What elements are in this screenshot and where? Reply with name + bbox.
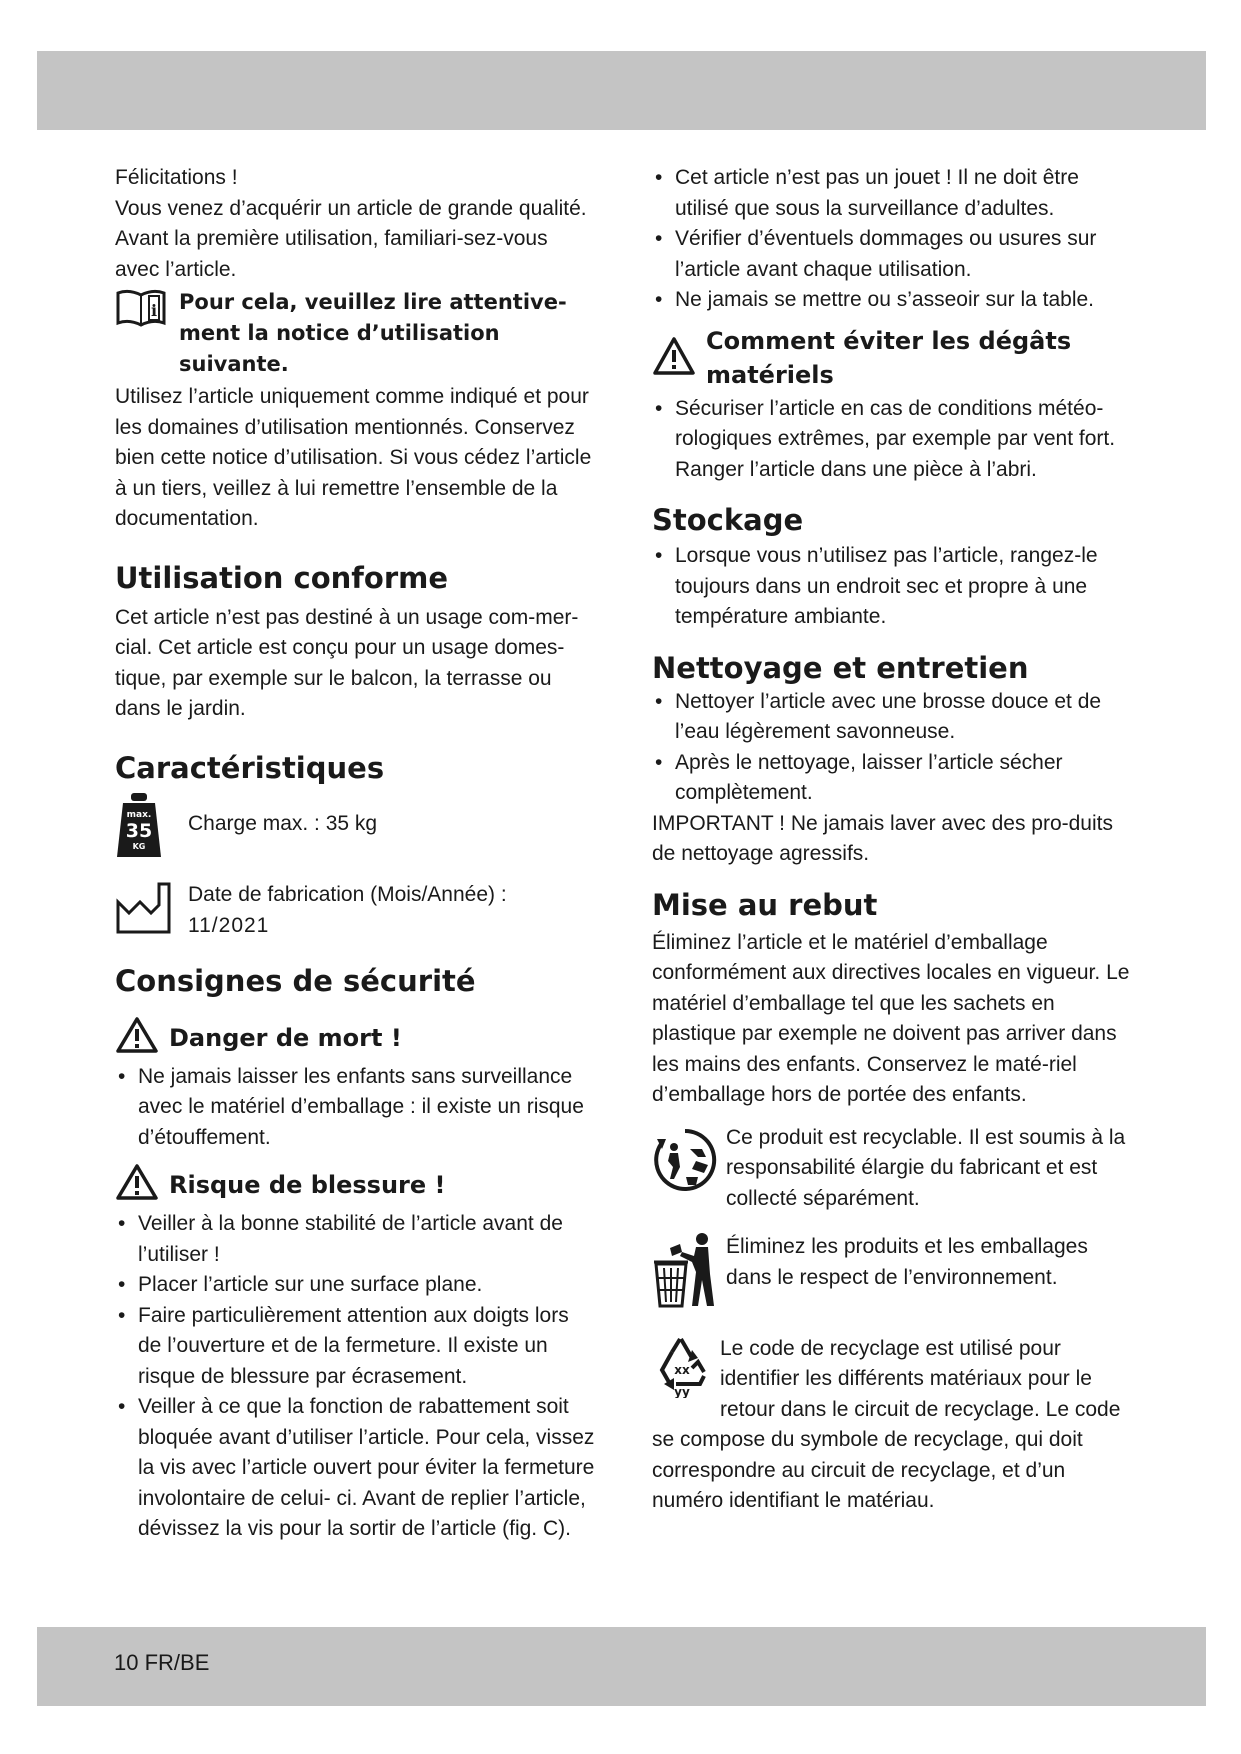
- list-item: • Ne jamais se mettre ou s’asseoir sur la table.: [652, 285, 1130, 316]
- list-item: • Vérifier d’éventuels dommages ou usures sur l’article avant chaque utilisation.: [652, 224, 1130, 285]
- danger-title: Danger de mort !: [169, 1023, 402, 1052]
- page-number: 10 FR/BE: [114, 1650, 210, 1675]
- danger-heading: [115, 1016, 595, 1062]
- cleaning-title: Nettoyage et entretien: [652, 650, 1029, 685]
- triman-recycle-icon: [652, 1127, 718, 1203]
- injury-heading: [115, 1163, 595, 1209]
- mfg-date-row: [115, 880, 595, 946]
- danger-list: [115, 1062, 595, 1154]
- damage-title: Comment éviter les dégâts matériels: [706, 326, 1072, 389]
- footer-band: [37, 1627, 1206, 1706]
- conform-text: Cet article n’est pas destiné à un usage com-mer-cial. Cet article est conçu pour un usage domes-tique, par exemple sur le balcon, la terrasse ou dans le jardin.: [115, 605, 579, 720]
- warning-triangle-icon: [115, 1016, 159, 1062]
- list-item: • Faire particulièrement attention aux doigts lors de l’ouverture et de la fermeture. Il existe un risque de blessure par écrasement.: [115, 1301, 595, 1393]
- weight-icon-unit-text: KG: [132, 841, 146, 851]
- list-item: • Nettoyer l’article avec une brosse douce et de l’eau légèrement savonneuse.: [652, 687, 1130, 748]
- intro-greeting: Félicitations !: [115, 166, 238, 189]
- warning-triangle-icon: [652, 336, 696, 384]
- read-instructions-note: [115, 287, 595, 380]
- mfg-date-value: 11/2021: [188, 913, 270, 937]
- weight-icon-max-text: max.: [126, 809, 152, 820]
- book-info-icon: [115, 287, 167, 338]
- disposal-text: Éliminez l’article et le matériel d’emballage conformément aux directives locales en vigueur. Le matériel d’emballage tel que les sachets en plastique par exemple ne doivent pas arriver dans les mains des enfants. Conservez le maté-riel d’emballage hors de portée des enfants.: [652, 930, 1130, 1106]
- max-load-text: Charge max. : 35 kg: [188, 811, 378, 835]
- recycle-code-text: Le code de recyclage est utilisé pour identifier les différents matériaux pour le retour dans le circuit de recyclage. Le code se compose du symbole de recyclage, qui doit correspondre au circuit de recyclage, et d’un numéro identifiant le matériau.: [652, 1336, 1121, 1512]
- safety-title: Consignes de sécurité: [115, 963, 476, 998]
- cleaning-important-note: IMPORTANT ! Ne jamais laver avec des pro-duits de nettoyage agressifs.: [652, 811, 1113, 865]
- list-item: • Ne jamais laisser les enfants sans surveillance avec le matériel d’emballage : il existe un risque d’étouffement.: [115, 1062, 595, 1154]
- list-item: • Veiller à ce que la fonction de rabattement soit bloquée avant d’utiliser l’article. Pour cela, vissez la vis avec l’article ouvert pour éviter la fermeture involontaire de celui- ci. Avant de replier l’article, dévissez la vis pour la sortir de l’article (fig. C).: [115, 1392, 595, 1545]
- list-item: • Après le nettoyage, laisser l’article sécher complètement.: [652, 748, 1130, 809]
- features-title: Caractéristiques: [115, 750, 385, 785]
- eco-disposal-text: Éliminez les produits et les emballages dans le respect de l’environnement.: [726, 1235, 1088, 1289]
- injury-title: Risque de blessure !: [169, 1171, 446, 1199]
- disposal-title: Mise au rebut: [652, 887, 878, 922]
- list-item: • Veiller à la bonne stabilité de l’article avant de l’utiliser !: [115, 1209, 595, 1270]
- weight-icon-value-text: 35: [125, 819, 153, 842]
- recycle-code-icon: [652, 1336, 710, 1408]
- mfg-date-label: Date de fabrication (Mois/Année) :: [188, 883, 507, 906]
- max-load-row: [115, 791, 595, 869]
- recycle-code-icon-top-text: xx: [674, 1362, 690, 1377]
- mfg-date-text: [188, 880, 507, 941]
- header-band: [37, 51, 1206, 130]
- damage-list: [652, 394, 1130, 486]
- recyclable-text: Ce produit est recyclable. Il est soumis à la responsabilité élargie du fabricant et est collecté séparément.: [726, 1125, 1126, 1210]
- right-column: [652, 163, 1130, 1517]
- eco-disposal-row: [652, 1232, 1130, 1318]
- damage-heading: [652, 324, 1130, 392]
- recycle-code-icon-bottom-text: yy: [674, 1384, 690, 1398]
- list-item: • Sécuriser l’article en cas de conditions météo-rologiques extrêmes, par exemple par vent fort. Ranger l’article dans une pièce à l’abri.: [652, 394, 1130, 486]
- injury-list: [115, 1209, 595, 1545]
- warning-triangle-icon: [115, 1163, 159, 1209]
- weight-icon: [115, 791, 163, 869]
- usage-text: Utilisez l’article uniquement comme indiqué et pour les domaines d’utilisation mentionnés. Conservez bien cette notice d’utilisation. Si vous cédez l’article à un tiers, veillez à lui remettre l’ensemble de la documentation.: [115, 385, 592, 530]
- list-item: • Cet article n’est pas un jouet ! Il ne doit être utilisé que sous la surveillance d’adultes.: [652, 163, 1130, 224]
- recycle-code-block: [652, 1334, 1130, 1517]
- recyclable-row: [652, 1123, 1130, 1215]
- list-item: • Placer l’article sur une surface plane.: [115, 1270, 595, 1301]
- storage-list: [652, 541, 1130, 633]
- cleaning-list: [652, 687, 1130, 809]
- left-column: [115, 163, 595, 1545]
- conform-title: Utilisation conforme: [115, 560, 449, 595]
- general-safety-list: [652, 163, 1130, 316]
- read-note-text: Pour cela, veuillez lire attentive-ment la notice d’utilisation suivante.: [179, 290, 567, 376]
- factory-icon: [115, 880, 171, 946]
- svg-text:i: i: [150, 301, 158, 320]
- tidyman-bin-icon: [652, 1232, 718, 1318]
- storage-title: Stockage: [652, 503, 804, 537]
- intro-text: Vous venez d’acquérir un article de grande qualité. Avant la première utilisation, familiari-sez-vous avec l’article.: [115, 196, 587, 281]
- list-item: • Lorsque vous n’utilisez pas l’article, rangez-le toujours dans un endroit sec et propre à une température ambiante.: [652, 541, 1130, 633]
